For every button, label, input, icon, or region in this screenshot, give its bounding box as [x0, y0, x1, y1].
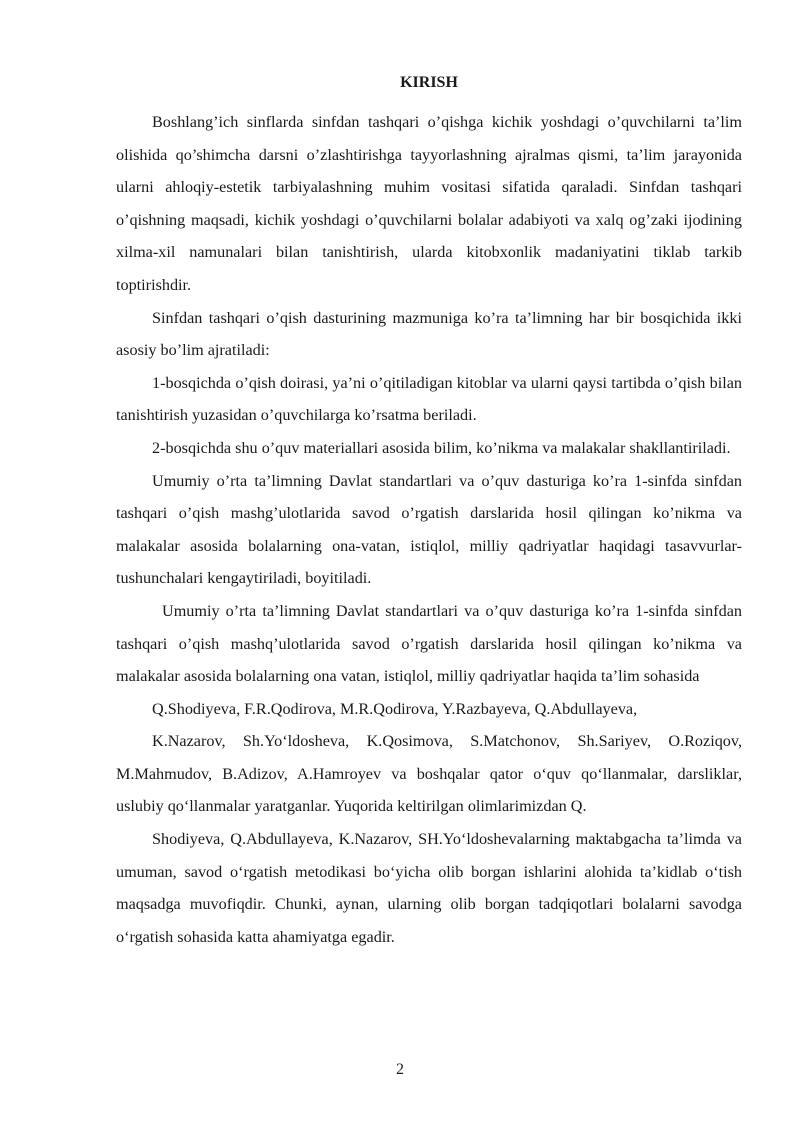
paragraph-stage-one: 1-bosqichda o’qish doirasi, ya’ni o’qitiladigan kitoblar va ularni qaysi tartibda o’qish bilan tanishtirish yuzasidan o’quvchilarga ko’rsatma beriladi.	[116, 373, 742, 425]
page-number: 2	[396, 1061, 404, 1078]
paragraph-stage-two: 2-bosqichda shu o’quv materiallari asosida bilim, ko’nikma va malakalar shakllantiriladi.	[152, 438, 731, 457]
paragraph-authors-continued: K.Nazarov, Sh.Yo‘ldosheva, K.Qosimova, S.Matchonov, Sh.Sariyev, O.Roziqov, M.Mahmudov, B.Adizov, A.Hamroyev va boshqalar qator o‘quv qo‘llanmalar, darsliklar, uslubiy qo‘llanmalar yaratganlar. Yuqorida keltirilgan olimlarimizdan Q.	[116, 732, 742, 816]
paragraph-program-content: Sinfdan tashqari o’qish dasturining mazmuniga ko’ra ta’limning har bir bosqichida ikki asosiy bo’lim ajratiladi:	[116, 308, 742, 360]
paragraph-standards: Umumiy o’rta ta’limning Davlat standartlari va o’quv dasturiga ko’ra 1-sinfda sinfdan tashqari o’qish mashg’ulotlarida savod o’rgatish darslarida hosil qilingan ko’nikma va malakalar asosida bolalarning ona-vatan, istiqlol, milliy qadriyatlar haqidagi tasavvurlar-tushunchalari kengaytiriladi, boyitiladi.	[116, 471, 742, 588]
paragraph-standards-repeat: Umumiy o’rta ta’limning Davlat standartlari va o’quv dasturiga ko’ra 1-sinfda sinfdan tashqari o’qish mashq’ulotlarida savod o’rgatish darslarida hosil qilingan ko’nikma va malakalar asosida bolalarning ona vatan, istiqlol, milliy qadriyatlar haqida ta’lim sohasida	[116, 601, 742, 686]
document-title: KIRISH	[400, 74, 458, 91]
paragraph-intro: Boshlang’ich sinflarda sinfdan tashqari o’qishga kichik yoshdagi o’quvchilarni ta’lim olishida qo’shimcha darsni o’zlashtirishga tayyorlashning ajralmas qismi, ta’lim jarayonida ularni ahloqiy-estetik tarbiyalashning muhim vositasi sifatida qaraladi. Sinfdan tashqari o’qishning maqsadi, kichik yoshdagi o’quvchilarni bolalar adabiyoti va xalq og’zaki ijodining xilma-xil namunalari bilan tanishtirish, ularda kitobxonlik madaniyatini tiklab tarkib toptirishdir.	[116, 113, 742, 294]
paragraph-authors-line: Q.Shodiyeva, F.R.Qodirova, M.R.Qodirova, Y.Razbayeva, Q.Abdullayeva,	[152, 699, 638, 718]
paragraph-conclusion: Shodiyeva, Q.Abdullayeva, K.Nazarov, SH.Yo‘ldoshevalarning maktabgacha ta’limda va umuman, savod o‘rgatish metodikasi bo‘yicha olib borgan ishlarini alohida ta’kidlab o‘tish maqsadga muvofiqdir. Chunki, aynan, ularning olib borgan tadqiqotlari bolalarni savodga o‘rgatish sohasida katta ahamiyatga egadir.	[116, 830, 742, 946]
document-body	[116, 74, 742, 953]
